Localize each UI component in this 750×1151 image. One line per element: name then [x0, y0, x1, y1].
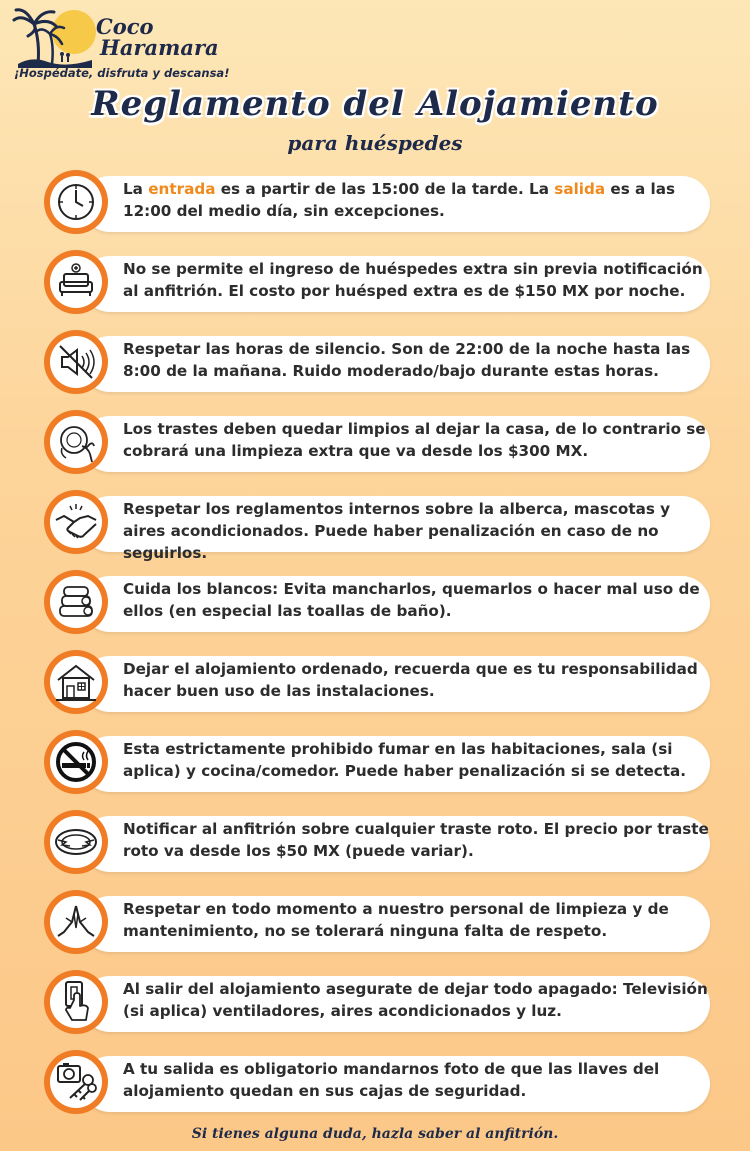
camera-keys-icon — [52, 1058, 100, 1106]
rule-text: Respetar los reglamentos internos sobre la alberca, mascotas y aires acondicionados. Puede haber penalización en caso de no seguirlos. — [123, 500, 671, 562]
rule-icon-badge — [44, 1050, 108, 1114]
rule-text: Respetar las horas de silencio. Son de 22:00 de la noche hasta las 8:00 de la mañana. Ruido moderado/bajo durante estas horas. — [123, 340, 691, 380]
rule-icon-badge — [44, 410, 108, 474]
palm-sun-logo-icon — [12, 6, 96, 68]
rule-icon-badge — [44, 890, 108, 954]
rule-icon-badge — [44, 490, 108, 554]
checkin-highlight: entrada — [148, 180, 216, 198]
rule-text: Los trastes deben quedar limpios al dejar la casa, de lo contrario se cobrará una limpieza extra que va desde los $300 MX. — [123, 420, 706, 460]
rule-item — [44, 410, 710, 486]
rule-text: A tu salida es obligatorio mandarnos foto de que las llaves del alojamiento quedan en sus cajas de seguridad. — [123, 1060, 660, 1100]
rule-icon-badge — [44, 570, 108, 634]
rule-item — [44, 330, 710, 406]
washing-dishes-icon — [52, 418, 100, 466]
page-subtitle: para huéspedes — [287, 131, 463, 155]
rule-text: Esta estrictamente prohibido fumar en las habitaciones, sala (si aplica) y cocina/comedor. Puede haber penalización si se detecta. — [123, 740, 687, 780]
broken-plate-icon — [52, 818, 100, 866]
rule-item — [44, 650, 710, 726]
rule-text: Al salir del alojamiento asegurate de dejar todo apagado: Televisión (si aplica) ventiladores, aires acondicionados y luz. — [123, 980, 708, 1020]
sofa-bed-icon — [52, 258, 100, 306]
handshake-icon — [52, 498, 100, 546]
brand-name-line2: Haramara — [100, 35, 219, 60]
rule-item — [44, 890, 710, 966]
rule-icon-badge — [44, 330, 108, 394]
footer-note: Si tienes alguna duda, hazla saber al anfitrión. — [191, 1126, 559, 1142]
rule-icon-badge — [44, 170, 108, 234]
rule-text: Respetar en todo momento a nuestro personal de limpieza y de mantenimiento, no se tolerará ninguna falta de respeto. — [123, 900, 669, 940]
rule-text: La entrada es a partir de las 15:00 de la tarde. La salida es a las 12:00 del medio día, sin excepciones. — [123, 180, 676, 220]
rule-icon-badge — [44, 650, 108, 714]
rule-item — [44, 170, 710, 246]
rule-item — [44, 810, 710, 886]
rule-item — [44, 730, 710, 806]
no-smoking-icon — [52, 738, 100, 786]
logo — [12, 6, 230, 84]
rule-item — [44, 250, 710, 326]
rule-text: No se permite el ingreso de huéspedes extra sin previa notificación al anfitrión. El costo por huésped extra es de $150 MX por noche. — [123, 260, 703, 300]
house-icon — [52, 658, 100, 706]
rule-item — [44, 970, 710, 1046]
towels-icon — [52, 578, 100, 626]
rule-text: Cuida los blancos: Evita mancharlos, quemarlos o hacer mal uso de ellos (en especial las toallas de baño). — [123, 580, 700, 620]
brand-name — [96, 16, 219, 58]
rule-icon-badge — [44, 810, 108, 874]
brand-name-line1: Coco — [96, 14, 154, 39]
muted-speaker-icon — [52, 338, 100, 386]
rule-icon-badge — [44, 730, 108, 794]
light-switch-icon — [52, 978, 100, 1026]
checkout-highlight: salida — [554, 180, 606, 198]
rule-icon-badge — [44, 970, 108, 1034]
respect-hands-icon — [52, 898, 100, 946]
clock-icon — [52, 178, 100, 226]
rule-text: Dejar el alojamiento ordenado, recuerda que es tu responsabilidad hacer buen uso de las instalaciones. — [123, 660, 698, 700]
rule-text: Notificar al anfitrión sobre cualquier traste roto. El precio por traste roto va desde los $50 MX (puede variar). — [123, 820, 709, 860]
rule-item — [44, 490, 710, 566]
rule-icon-badge — [44, 250, 108, 314]
rule-item — [44, 570, 710, 646]
brand-tagline: ¡Hospédate, disfruta y descansa! — [14, 66, 230, 80]
rule-item — [44, 1050, 710, 1126]
page-title: Reglamento del Alojamiento — [91, 84, 659, 124]
